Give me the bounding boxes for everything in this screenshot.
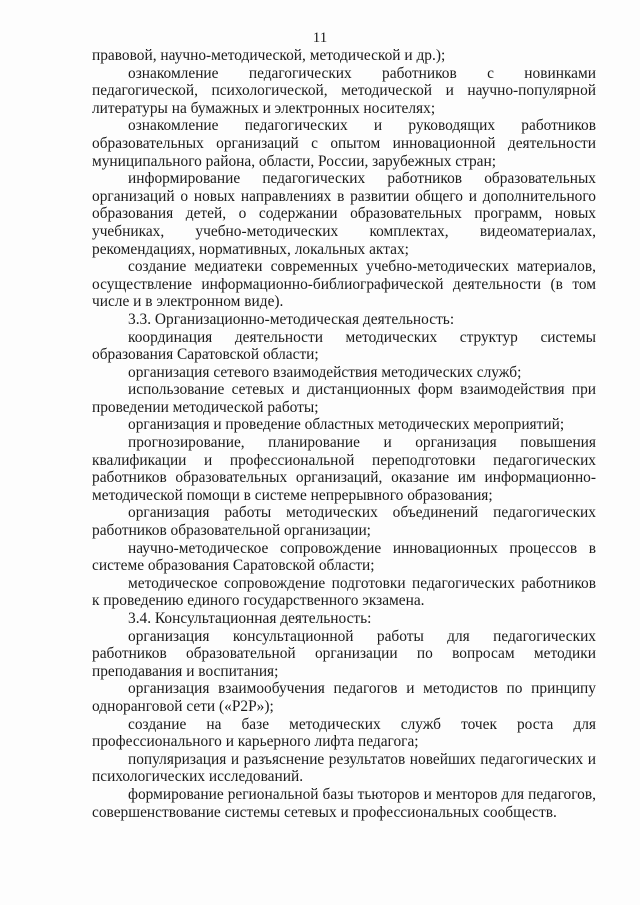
list-item: организация консультационной работы для педагогических работников образовательной организации по вопросам методики преподавания и воспитания;: [92, 627, 596, 680]
list-item: координация деятельности методических структур системы образования Саратовской области;: [92, 328, 596, 364]
document-body: [92, 47, 596, 821]
list-item: методическое сопровождение подготовки педагогических работников к проведению единого государственного экзамена.: [92, 574, 596, 610]
section-heading-3-4: 3.4. Консультационная деятельность:: [128, 610, 372, 627]
section-heading-3-3: 3.3. Организационно-методическая деятельность:: [128, 310, 455, 328]
list-item: информирование педагогических работников образовательных организаций о новых направлениях в развитии общего и дополнительного образования детей, о содержании образовательных программ, новых учебниках, учебно-методических комплектах, видеоматериалах, рекомендациях, нормативных, локальных актах;: [92, 170, 596, 258]
list-item: формирование региональной базы тьюторов и менторов для педагогов, совершенствование системы сетевых и профессиональных сообществ.: [92, 785, 596, 821]
list-item: организация работы методических объединений педагогических работников образовательной организации;: [92, 504, 596, 540]
list-item: использование сетевых и дистанционных форм взаимодействия при проведении методической работы;: [92, 381, 596, 416]
paragraph: правовой, научно-методической, методической и др.);: [92, 47, 446, 64]
list-item: создание медиатеки современных учебно-методических материалов, осуществление информационно-библиографической деятельности (в том числе и в электронном виде).: [92, 258, 596, 311]
list-item: научно-методическое сопровождение инновационных процессов в системе образования Саратовской области;: [92, 539, 596, 575]
list-item: организация и проведение областных методических мероприятий;: [128, 416, 565, 434]
list-item: организация взаимообучения педагогов и методистов по принципу одноранговой сети («P2P»);: [92, 680, 596, 715]
list-item: организация сетевого взаимодействия методических служб;: [128, 363, 522, 381]
page-number: 11: [312, 30, 328, 46]
list-item: ознакомление педагогических работников с новинками педагогической, психологической, методической и научно-популярной литературы на бумажных и электронных носителях;: [92, 64, 596, 117]
list-item: ознакомление педагогических и руководящих работников образовательных организаций с опытом инновационной деятельности муниципального района, области, России, зарубежных стран;: [92, 117, 596, 170]
list-item: популяризация и разъяснение результатов новейших педагогических и психологических исследований.: [92, 750, 596, 786]
list-item: прогнозирование, планирование и организация повышения квалификации и профессиональной переподготовки педагогических работников образовательных организаций, оказание им информационно-методической помощи в системе непрерывного образования;: [92, 434, 596, 504]
list-item: создание на базе методических служб точек роста для профессионального и карьерного лифта педагога;: [92, 715, 596, 751]
